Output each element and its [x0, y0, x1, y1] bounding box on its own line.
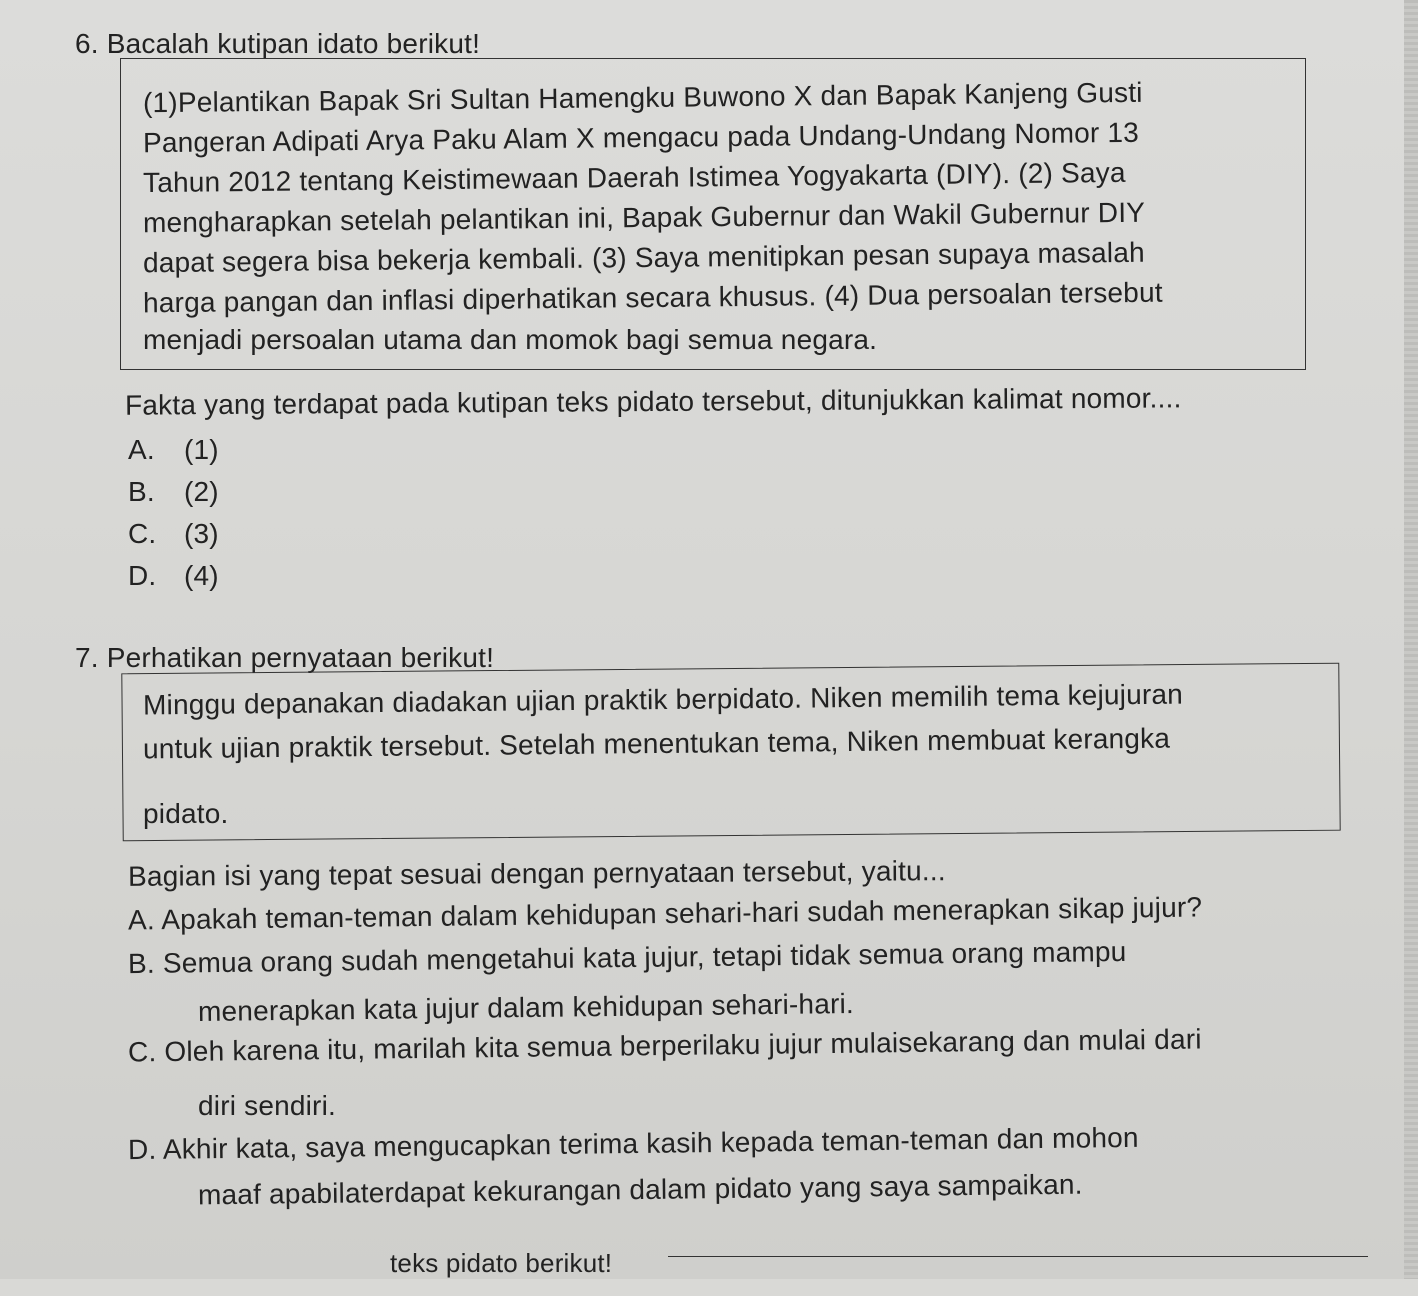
option-letter: C. [128, 518, 157, 549]
q7-option-d-cont: maaf apabilaterdapat kekurangan dalam pidato yang saya sampaikan. [197, 1168, 1083, 1211]
q7-option-c[interactable]: C. Oleh karena itu, marilah kita semua berperilaku jujur mulaisekarang dan mulai dari [127, 1023, 1202, 1068]
q6-option-b[interactable] [128, 478, 219, 506]
q6-passage-line: dapat segera bisa bekerja kembali. (3) Saya menitipkan pesan supaya masalah [142, 236, 1145, 279]
footer-fragment: teks pidato berikut! [390, 1248, 613, 1278]
q6-option-a[interactable] [128, 436, 219, 464]
q7-option-b[interactable]: B. Semua orang sudah mengetahui kata jujur, tetapi tidak semua orang mampu [127, 935, 1127, 980]
q7-option-a[interactable]: A. Apakah teman-teman dalam kehidupan sehari-hari sudah menerapkan sikap jujur? [127, 891, 1203, 936]
option-letter: D. [128, 560, 157, 591]
option-text: (2) [184, 476, 219, 507]
q6-header: 6. Bacalah kutipan idato berikut! [75, 28, 481, 59]
q6-question: Fakta yang terdapat pada kutipan teks pidato tersebut, ditunjukkan kalimat nomor.... [124, 382, 1182, 421]
q6-option-c[interactable] [128, 520, 219, 548]
option-letter: A. [128, 434, 155, 465]
page-edge [1404, 0, 1418, 1279]
q7-passage-line: untuk ujian praktik tersebut. Setelah menentukan tema, Niken membuat kerangka [142, 722, 1171, 765]
q7-header: 7. Perhatikan pernyataan berikut! [75, 642, 495, 673]
q6-passage-line: Tahun 2012 tentang Keistimewaan Daerah Istimea Yogyakarta (DIY). (2) Saya [142, 156, 1126, 199]
q6-passage-line: menjadi persoalan utama dan momok bagi semua negara. [143, 324, 878, 355]
option-text: (3) [184, 518, 219, 549]
option-letter: B. [128, 476, 155, 507]
q6-passage-line: mengharapkan setelah pelantikan ini, Bapak Gubernur dan Wakil Gubernur DIY [142, 196, 1146, 239]
q7-option-d[interactable]: D. Akhir kata, saya mengucapkan terima kasih kepada teman-teman dan mohon [127, 1121, 1139, 1166]
q7-passage-line: Minggu depanakan diadakan ujian praktik berpidato. Niken memilih tema kejujuran [142, 678, 1184, 721]
q6-option-d[interactable] [128, 562, 219, 590]
q6-passage-line: harga pangan dan inflasi diperhatikan secara khusus. (4) Dua persoalan tersebut [142, 276, 1163, 319]
q7-passage-line: pidato. [143, 798, 229, 829]
q6-passage-line: (1)Pelantikan Bapak Sri Sultan Hamengku Buwono X dan Bapak Kanjeng Gusti [142, 76, 1143, 119]
q6-passage-line: Pangeran Adipati Arya Paku Alam X mengacu pada Undang-Undang Nomor 13 [142, 116, 1140, 159]
q7-option-c-cont: diri sendiri. [198, 1090, 336, 1121]
q7-question: Bagian isi yang tepat sesuai dengan pernyataan tersebut, yaitu... [127, 855, 946, 892]
next-box-edge [668, 1256, 1368, 1296]
option-text: (4) [184, 560, 219, 591]
q7-option-b-cont: menerapkan kata jujur dalam kehidupan sehari-hari. [197, 987, 855, 1028]
option-text: (1) [184, 434, 219, 465]
